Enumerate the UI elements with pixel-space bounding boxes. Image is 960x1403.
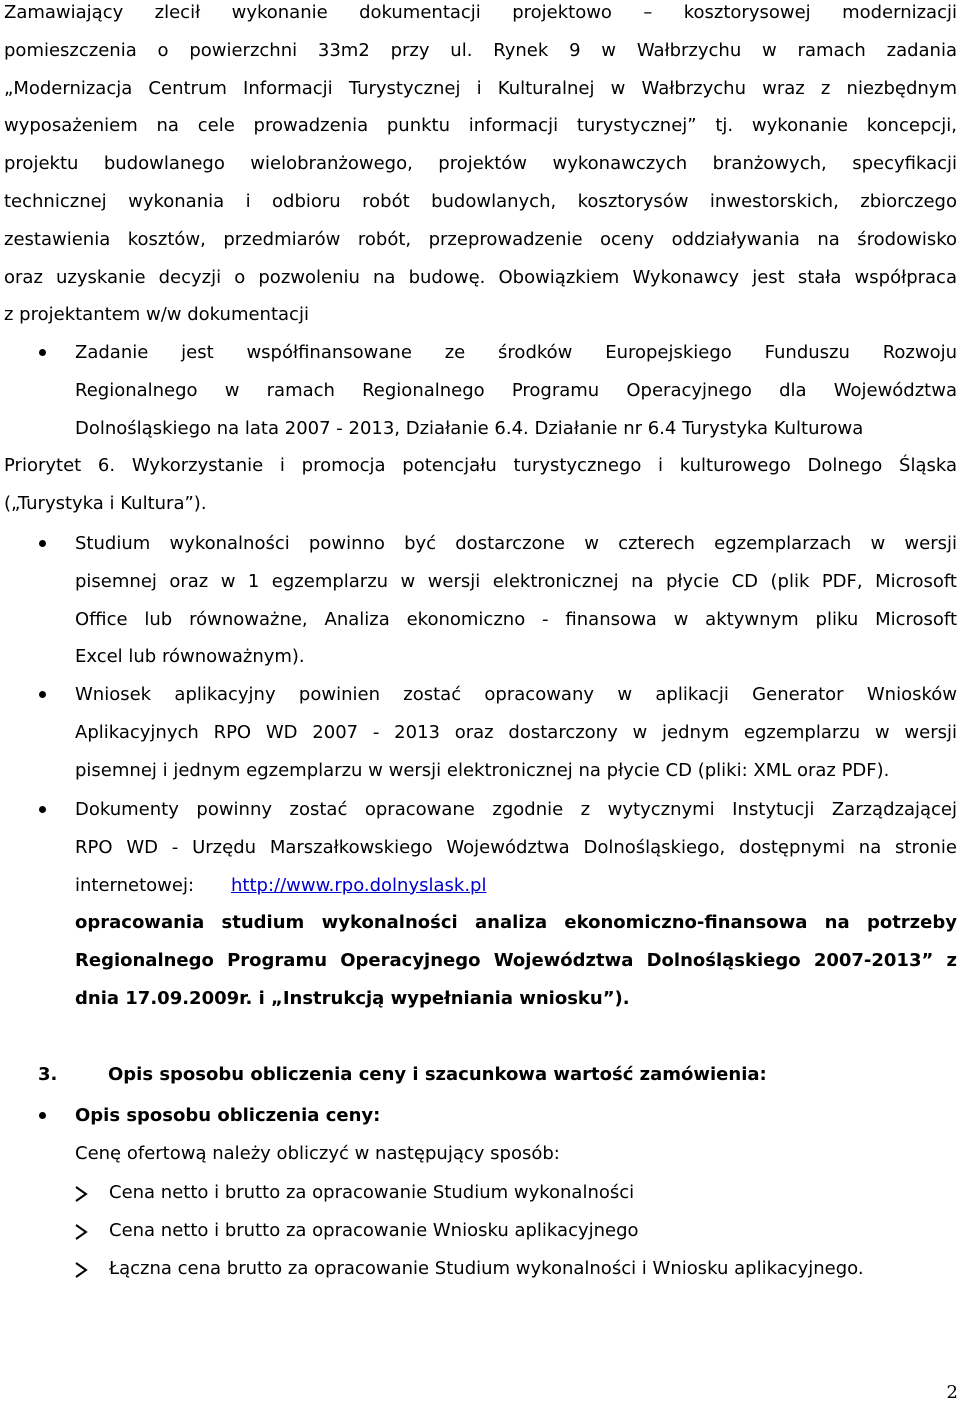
rpo-website-link[interactable]: http://www.rpo.dolnyslask.pl (231, 874, 487, 896)
bullet-dot-icon (39, 806, 46, 813)
bullet-line: Zadanie jest współfinansowane ze środków Europejskiego Funduszu Rozwoju (75, 342, 957, 363)
bullet-dot-icon (39, 1112, 46, 1119)
intro-line: Zamawiający zlecił wykonanie dokumentacji projektowo – kosztorysowej modernizacji (4, 2, 957, 23)
arrow-bullet-icon (74, 1262, 88, 1278)
bullet-text (75, 334, 957, 447)
intro-line: „Modernizacja Centrum Informacji Turystycznej i Kulturalnej w Wałbrzychu wraz z niezbędnym (4, 77, 957, 99)
bullet-dot-icon (39, 691, 46, 698)
bullet-text (75, 676, 957, 789)
bullet-line-link (75, 867, 957, 905)
bullet-line: Dolnośląskiego na lata 2007 - 2013, Działanie 6.4. Działanie nr 6.4 Turystyka Kulturowa (75, 417, 864, 439)
intro-line: z projektantem w/w dokumentacji (4, 304, 309, 326)
intro-paragraph (4, 0, 957, 334)
bold-line: Regionalnego Programu Operacyjnego Województwa Dolnośląskiego 2007-2013” z (75, 950, 957, 972)
section-3-heading (0, 1064, 960, 1092)
priority-line: Priorytet 6. Wykorzystanie i promocja potencjału turystycznego i kulturowego Dolnego Śląska (4, 455, 957, 476)
bullet-text (75, 525, 957, 676)
bullet-line: Regionalnego w ramach Regionalnego Programu Operacyjnego dla Województwa (75, 379, 957, 401)
page-number: 2 (946, 1382, 958, 1403)
intro-line: wyposażeniem na cele prowadzenia punktu informacji turystycznej” tj. wykonanie koncepcji, (4, 115, 957, 137)
arrow-bullet-icon (74, 1224, 88, 1240)
website-label: internetowej: (75, 874, 195, 896)
priority-paragraph (4, 447, 957, 523)
bullet-line: Office lub równoważne, Analiza ekonomiczno - finansowa w aktywnym pliku Microsoft (75, 608, 957, 630)
section-number: 3. (38, 1064, 58, 1085)
price-method-subline: Cenę ofertową należy obliczyć w następujący sposób: (75, 1142, 560, 1164)
intro-line: pomieszczenia o powierzchni 33m2 przy ul. Rynek 9 w Wałbrzychu w ramach zadania (4, 39, 957, 61)
bullet-line: pisemnej oraz w 1 egzemplarzu w wersji elektronicznej na płycie CD (plik PDF, Microsoft (75, 570, 957, 592)
bullet-text (75, 791, 957, 1018)
price-method-heading: Opis sposobu obliczenia ceny: (75, 1105, 381, 1126)
intro-line: zestawienia kosztów, przedmiarów robót, przeprowadzenie oceny oddziaływania na środowisko (4, 228, 957, 250)
priority-line: („Turystyka i Kultura”). (4, 492, 207, 514)
intro-line: oraz uzyskanie decyzji o pozwoleniu na budowę. Obowiązkiem Wykonawcy jest stała współpraca (4, 266, 957, 288)
arrow-item-text: Cena netto i brutto za opracowanie Studium wykonalności (109, 1182, 635, 1203)
arrow-item-text: Łączna cena brutto za opracowanie Studium wykonalności i Wniosku aplikacyjnego. (109, 1258, 864, 1279)
intro-line: projektu budowlanego wielobranżowego, projektów wykonawczych branżowych, specyfikacji (4, 153, 957, 175)
section-title: Opis sposobu obliczenia ceny i szacunkowa wartość zamówienia: (108, 1064, 767, 1085)
arrow-item-text: Cena netto i brutto za opracowanie Wniosku aplikacyjnego (109, 1220, 639, 1241)
bullet-line: pisemnej i jednym egzemplarzu w wersji elektronicznej na płycie CD (pliki: XML oraz PDF). (75, 759, 890, 781)
bold-line: dnia 17.09.2009r. i „Instrukcją wypełniania wniosku”). (75, 987, 630, 1009)
arrow-bullet-icon (74, 1186, 88, 1202)
bullet-dot-icon (39, 349, 46, 356)
bullet-heading (75, 1097, 957, 1135)
bullet-line: Aplikacyjnych RPO WD 2007 - 2013 oraz dostarczony w jednym egzemplarzu w wersji (75, 721, 957, 743)
bullet-line: RPO WD - Urzędu Marszałkowskiego Województwa Dolnośląskiego, dostępnymi na stronie (75, 836, 957, 858)
bullet-line: Wniosek aplikacyjny powinien zostać opracowany w aplikacji Generator Wniosków (75, 684, 957, 705)
bullet-text (75, 1097, 957, 1173)
intro-line: technicznej wykonania i odbioru robót budowlanych, kosztorysów inwestorskich, zbiorczego (4, 190, 957, 212)
bullet-line: Dokumenty powinny zostać opracowane zgodnie z wytycznymi Instytucji Zarządzającej (75, 799, 957, 820)
bullet-line: Studium wykonalności powinno być dostarczone w czterech egzemplarzach w wersji (75, 533, 957, 554)
bullet-dot-icon (39, 540, 46, 547)
bullet-line: Excel lub równoważnym). (75, 646, 305, 668)
bold-line: opracowania studium wykonalności analiza ekonomiczno-finansowa na potrzeby (75, 912, 957, 934)
